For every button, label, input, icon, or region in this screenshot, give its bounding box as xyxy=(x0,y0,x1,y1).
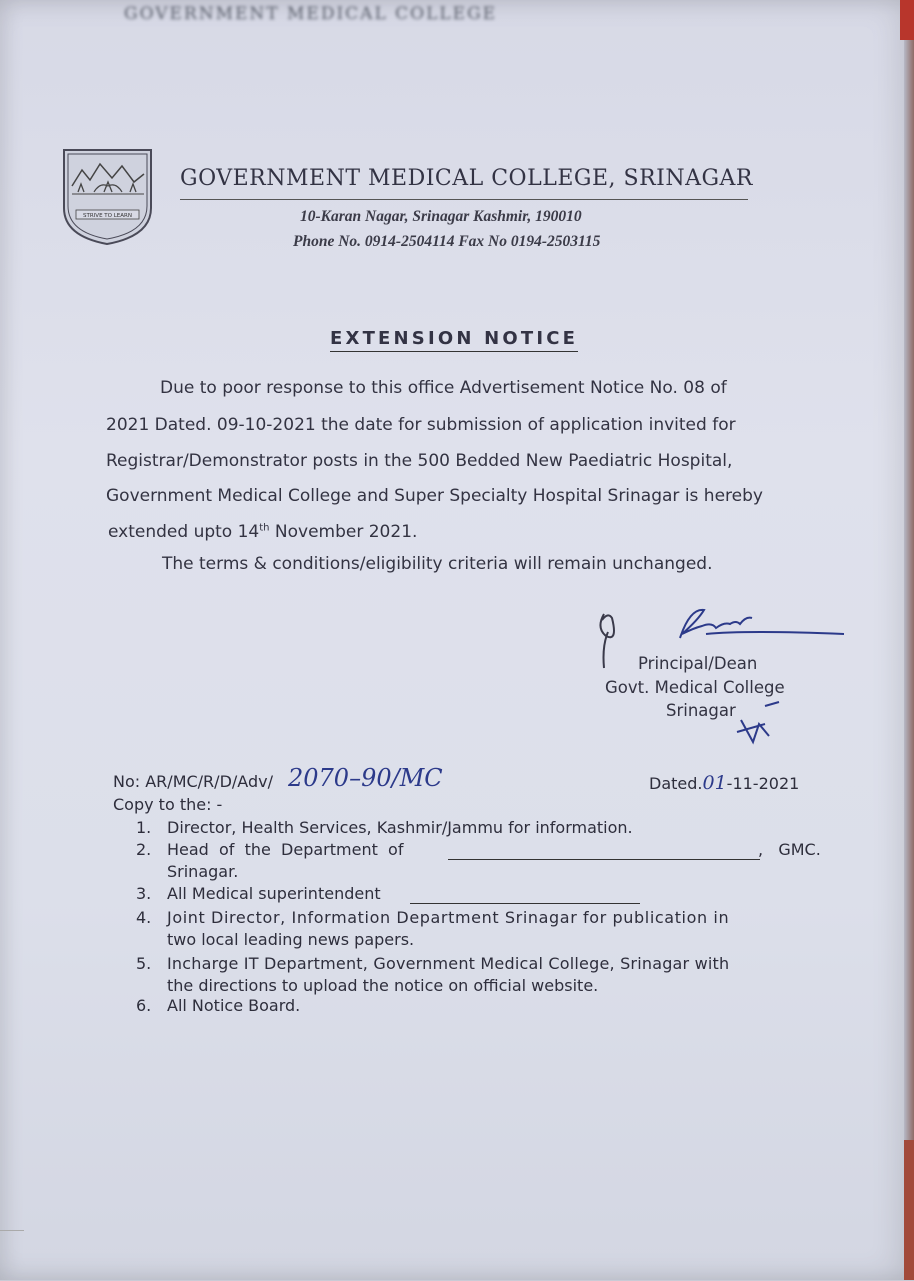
institution-name: GOVERNMENT MEDICAL COLLEGE, SRINAGAR xyxy=(180,166,753,191)
copy-item-2: Head of the Department of xyxy=(167,840,404,859)
copy-item-5: Incharge IT Department, Government Medical College, Srinagar with xyxy=(167,954,730,973)
fill-in-blank xyxy=(448,858,760,860)
copy-item-1: Director, Health Services, Kashmir/Jammu for information. xyxy=(167,818,633,837)
copy-item-num: 2. xyxy=(136,840,152,859)
copy-item-5-line2: the directions to upload the notice on official website. xyxy=(167,976,599,995)
notice-heading: EXTENSION NOTICE xyxy=(330,328,578,352)
college-logo xyxy=(60,146,155,246)
copy-item-num: 1. xyxy=(136,818,152,837)
signatory-city: Srinagar xyxy=(666,701,736,720)
copy-item-num: 4. xyxy=(136,908,152,927)
copy-item-num: 6. xyxy=(136,996,152,1015)
signatory-title: Principal/Dean xyxy=(638,654,758,673)
dated-line: Dated.01-11-2021 xyxy=(649,772,800,794)
para2-line: The terms & conditions/eligibility criteria will remain unchanged. xyxy=(162,554,713,574)
para1-line1: Due to poor response to this office Advertisement Notice No. 08 of xyxy=(160,378,727,398)
copy-item-2-tail: , GMC. xyxy=(758,840,821,859)
background-red-strip xyxy=(904,1140,914,1280)
copy-item-num: 3. xyxy=(136,884,152,903)
copy-item-4: Joint Director, Information Department Srinagar for publication in xyxy=(167,908,730,927)
para1-line3: Registrar/Demonstrator posts in the 500 Bedded New Paediatric Hospital, xyxy=(106,451,733,471)
signatory-org: Govt. Medical College xyxy=(605,678,785,697)
copy-item-3: All Medical superintendent xyxy=(167,884,381,903)
copy-item-2-line2: Srinagar. xyxy=(167,862,239,881)
institution-address: 10-Karan Nagar, Srinagar Kashmir, 190010 xyxy=(300,208,582,225)
copy-item-6: All Notice Board. xyxy=(167,996,301,1015)
reference-number-label: No: AR/MC/R/D/Adv/ xyxy=(113,772,273,791)
para1-line2: 2021 Dated. 09-10-2021 the date for submission of application invited for xyxy=(106,415,736,435)
logo-motto: STRIVE TO LEARN xyxy=(83,213,132,219)
copy-to-label: Copy to the: - xyxy=(113,795,223,814)
copy-item-num: 5. xyxy=(136,954,152,973)
institution-phone-fax: Phone No. 0914-2504114 Fax No 0194-2503115 xyxy=(293,233,601,250)
page-edge xyxy=(904,0,914,1280)
copy-item-4-line2: two local leading news papers. xyxy=(167,930,415,949)
para1-line4: Government Medical College and Super Specialty Hospital Srinagar is hereby xyxy=(106,486,763,506)
background-red-corner xyxy=(900,0,914,40)
title-underline xyxy=(180,199,748,200)
para1-line5: extended upto 14th November 2021. xyxy=(108,522,418,542)
bleed-through-header: GOVERNMENT MEDICAL COLLEGE xyxy=(124,4,498,24)
reference-number-handwritten: 2070–90/MC xyxy=(288,764,443,792)
initials-scribble xyxy=(735,700,785,750)
fill-in-blank xyxy=(410,902,640,904)
page-edge-left xyxy=(0,1230,24,1281)
